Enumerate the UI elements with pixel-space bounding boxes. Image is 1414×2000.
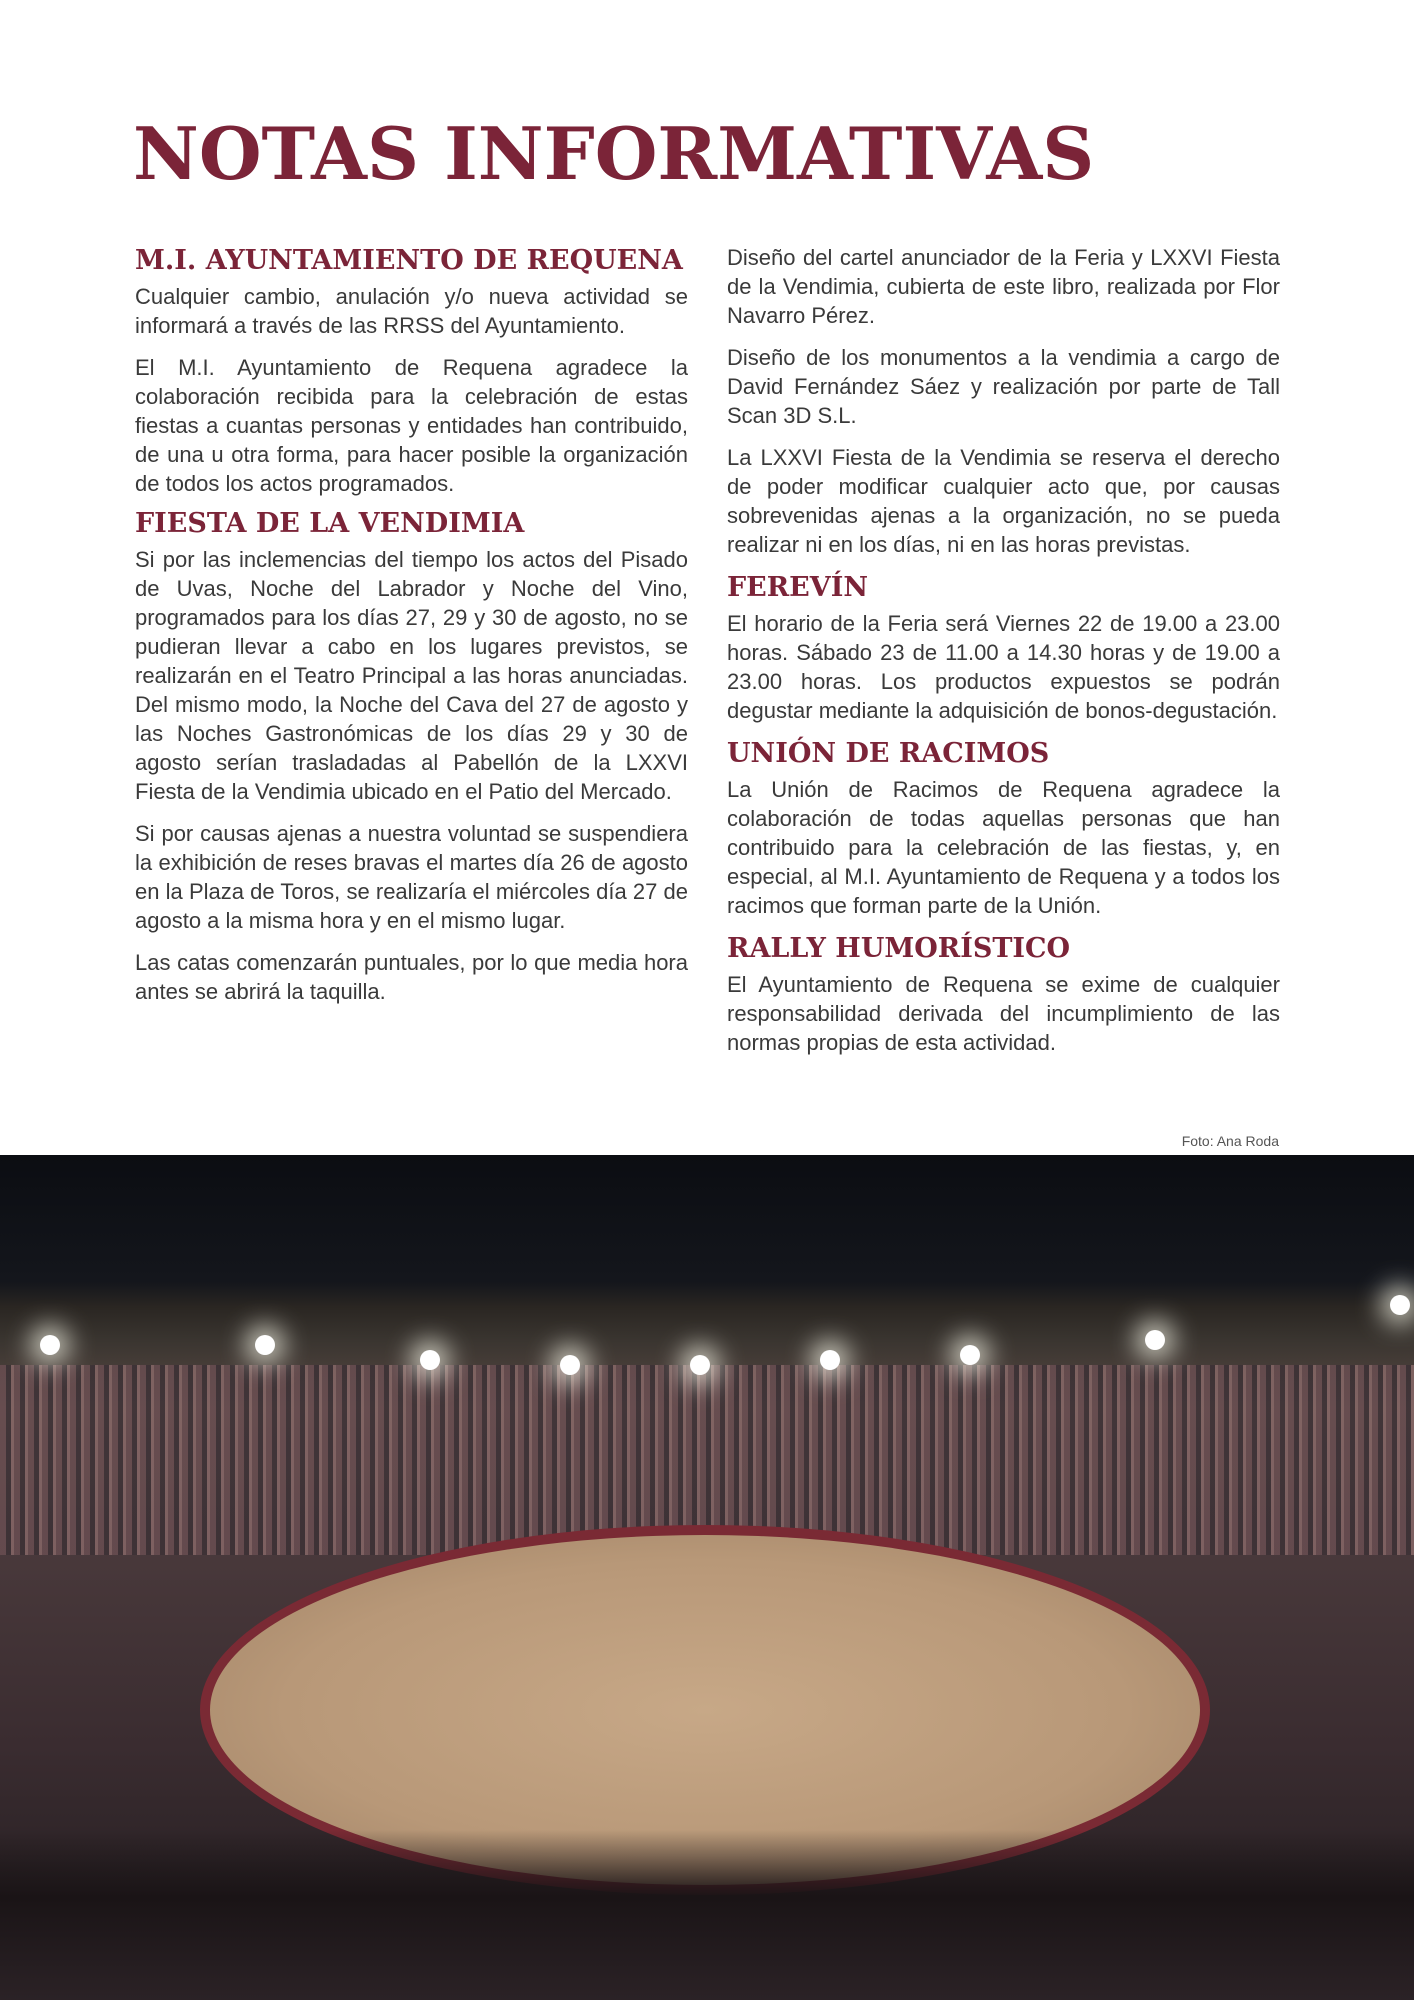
floodlight [420, 1350, 440, 1370]
page-title: NOTAS INFORMATIVAS [133, 111, 1095, 196]
paragraph: El horario de la Feria será Viernes 22 de 19.00 a 23.00 horas. Sábado 23 de 11.00 a 14.30 horas y de 19.00 a 23.00 horas. Los productos expuestos se podrán degustar mediante la adquisición de bonos-degustación. [727, 611, 1280, 723]
bullring-photo [0, 1155, 1414, 2000]
paragraph: La LXXVI Fiesta de la Vendimia se reserva el derecho de poder modificar cualquier acto que, por causas sobrevenidas ajenas a la organización, no se pueda realizar ni en los días, ni en las horas previstas. [727, 445, 1280, 557]
section-heading: RALLY HUMORÍSTICO [727, 933, 1071, 964]
floodlight [560, 1355, 580, 1375]
floodlight [690, 1355, 710, 1375]
paragraph: Las catas comenzarán puntuales, por lo que media hora antes se abrirá la taquilla. [135, 950, 688, 1004]
section-heading: UNIÓN DE RACIMOS [727, 738, 1050, 769]
floodlight [960, 1345, 980, 1365]
left-column [135, 245, 688, 1019]
photo-credit: Foto: Ana Roda [1181, 1133, 1279, 1149]
paragraph: El Ayuntamiento de Requena se exime de cualquier responsabilidad derivada del incumplimiento de las normas propias de esta actividad. [727, 972, 1280, 1055]
paragraph: Cualquier cambio, anulación y/o nueva actividad se informará a través de las RRSS del Ayuntamiento. [135, 284, 688, 338]
floodlight [255, 1335, 275, 1355]
floodlight [1145, 1330, 1165, 1350]
section-heading: FIESTA DE LA VENDIMIA [135, 508, 525, 539]
paragraph: Si por causas ajenas a nuestra voluntad se suspendiera la exhibición de reses bravas el martes día 26 de agosto en la Plaza de Toros, se realizaría el miércoles día 27 de agosto a la misma hora y en el mismo lugar. [135, 821, 688, 933]
paragraph: El M.I. Ayuntamiento de Requena agradece la colaboración recibida para la celebración de estas fiestas a cuantas personas y entidades han contribuido, de una u otra forma, para hacer posible la organización de todos los actos programados. [135, 355, 688, 496]
paragraph: Diseño del cartel anunciador de la Feria y LXXVI Fiesta de la Vendimia, cubierta de este libro, realizada por Flor Navarro Pérez. [727, 245, 1280, 328]
paragraph: La Unión de Racimos de Requena agradece la colaboración de todas aquellas personas que han contribuido para la celebración de las fiestas, y, en especial, al M.I. Ayuntamiento de Requena y a todos los racimos que forman parte de la Unión. [727, 777, 1280, 918]
floodlight [40, 1335, 60, 1355]
crowd-foreground [0, 1830, 1414, 2000]
paragraph: Diseño de los monumentos a la vendimia a cargo de David Fernández Sáez y realización por parte de Tall Scan 3D S.L. [727, 345, 1280, 428]
section-heading: FEREVÍN [727, 572, 869, 603]
section-heading: M.I. AYUNTAMIENTO DE REQUENA [135, 245, 683, 276]
paragraph: Si por las inclemencias del tiempo los actos del Pisado de Uvas, Noche del Labrador y Noche del Vino, programados para los días 27, 29 y 30 de agosto, no se pudieran llevar a cabo en los lugares previstos, se realizarán en el Teatro Principal a las horas anunciadas. Del mismo modo, la Noche del Cava del 27 de agosto y las Noches Gastronómicas de los días 29 y 30 de agosto serían trasladadas al Pabellón de la LXXVI Fiesta de la Vendimia ubicado en el Patio del Mercado. [135, 547, 688, 804]
right-column [727, 243, 1280, 1070]
floodlight [820, 1350, 840, 1370]
floodlight [1390, 1295, 1410, 1315]
